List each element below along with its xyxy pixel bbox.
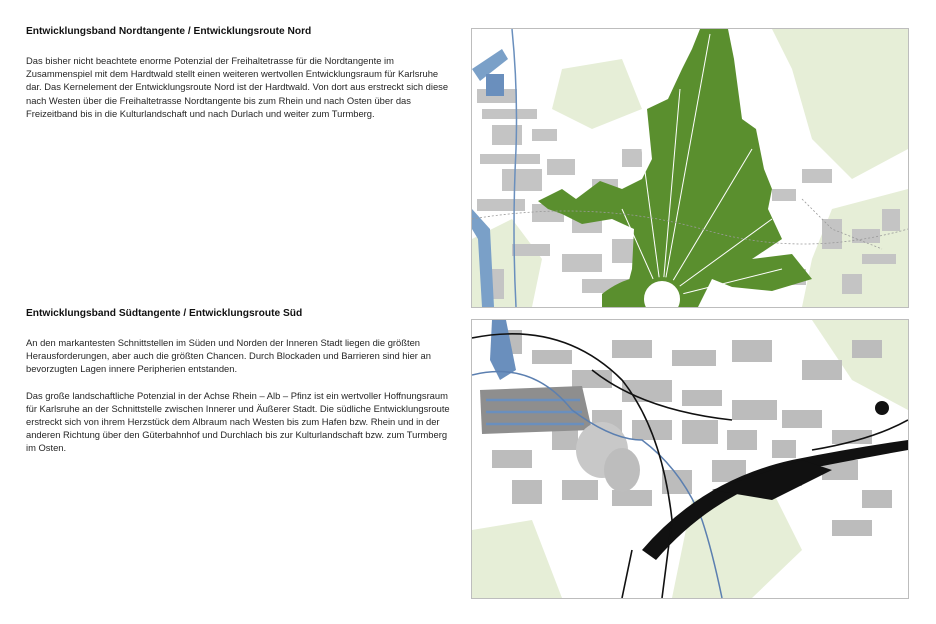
heading-nordtangente: Entwicklungsband Nordtangente / Entwicklungsroute Nord: [26, 26, 312, 37]
paragraph-suedtangente-1: An den markantesten Schnittstellen im Süden und Norden der Inneren Stadt liegen die größten Herausforderungen, aber auch die größten Chancen. Durch Blockaden und Barrieren sind hier an bevorzugten Lagen innere Peripherien entstanden.: [26, 337, 431, 375]
paragraph-suedtangente-2: Das große landschaftliche Potenzial in der Achse Rhein – Alb – Pfinz ist ein wertvoller Hoffnungsraum für Karlsruhe an der Schnittstelle zwischen Innerer und Äußerer Stadt. Die südliche Entwicklungsroute erstreckt sich von ihrem Herzstück dem Albraum nach Westen bis zum Hafen bzw. Rhein und in der anderen Richtung über den Güterbahnhof und Durchlach bis zur Kulturlandschaft bzw. zum Turmberg im Osten.: [26, 389, 450, 454]
section-suedtangente: [26, 307, 451, 468]
map-entwicklungsroute-sued: [471, 319, 909, 599]
section-nordtangente: [26, 25, 451, 133]
map-entwicklungsroute-nord: [471, 28, 909, 308]
paragraph-nordtangente: Das bisher nicht beachtete enorme Potenzial der Freihaltetrasse für die Nordtangente im Zusammenspiel mit dem Hardtwald stellt einen weiteren wertvollen Entwicklungsraum für Karlsruhe dar. Das Kernelement der Entwicklungsroute Nord ist der Hardtwald. Von dort aus erstreckt sich diese nach Westen über die Freihaltetrasse Nordtangente bis zum Rhein und nach Osten über das Freizeitband bis in die Kulturlandschaft und nach Durlach und weiter zum Turmberg.: [26, 55, 449, 119]
heading-suedtangente: Entwicklungsband Südtangente / Entwicklungsroute Süd: [26, 308, 303, 319]
